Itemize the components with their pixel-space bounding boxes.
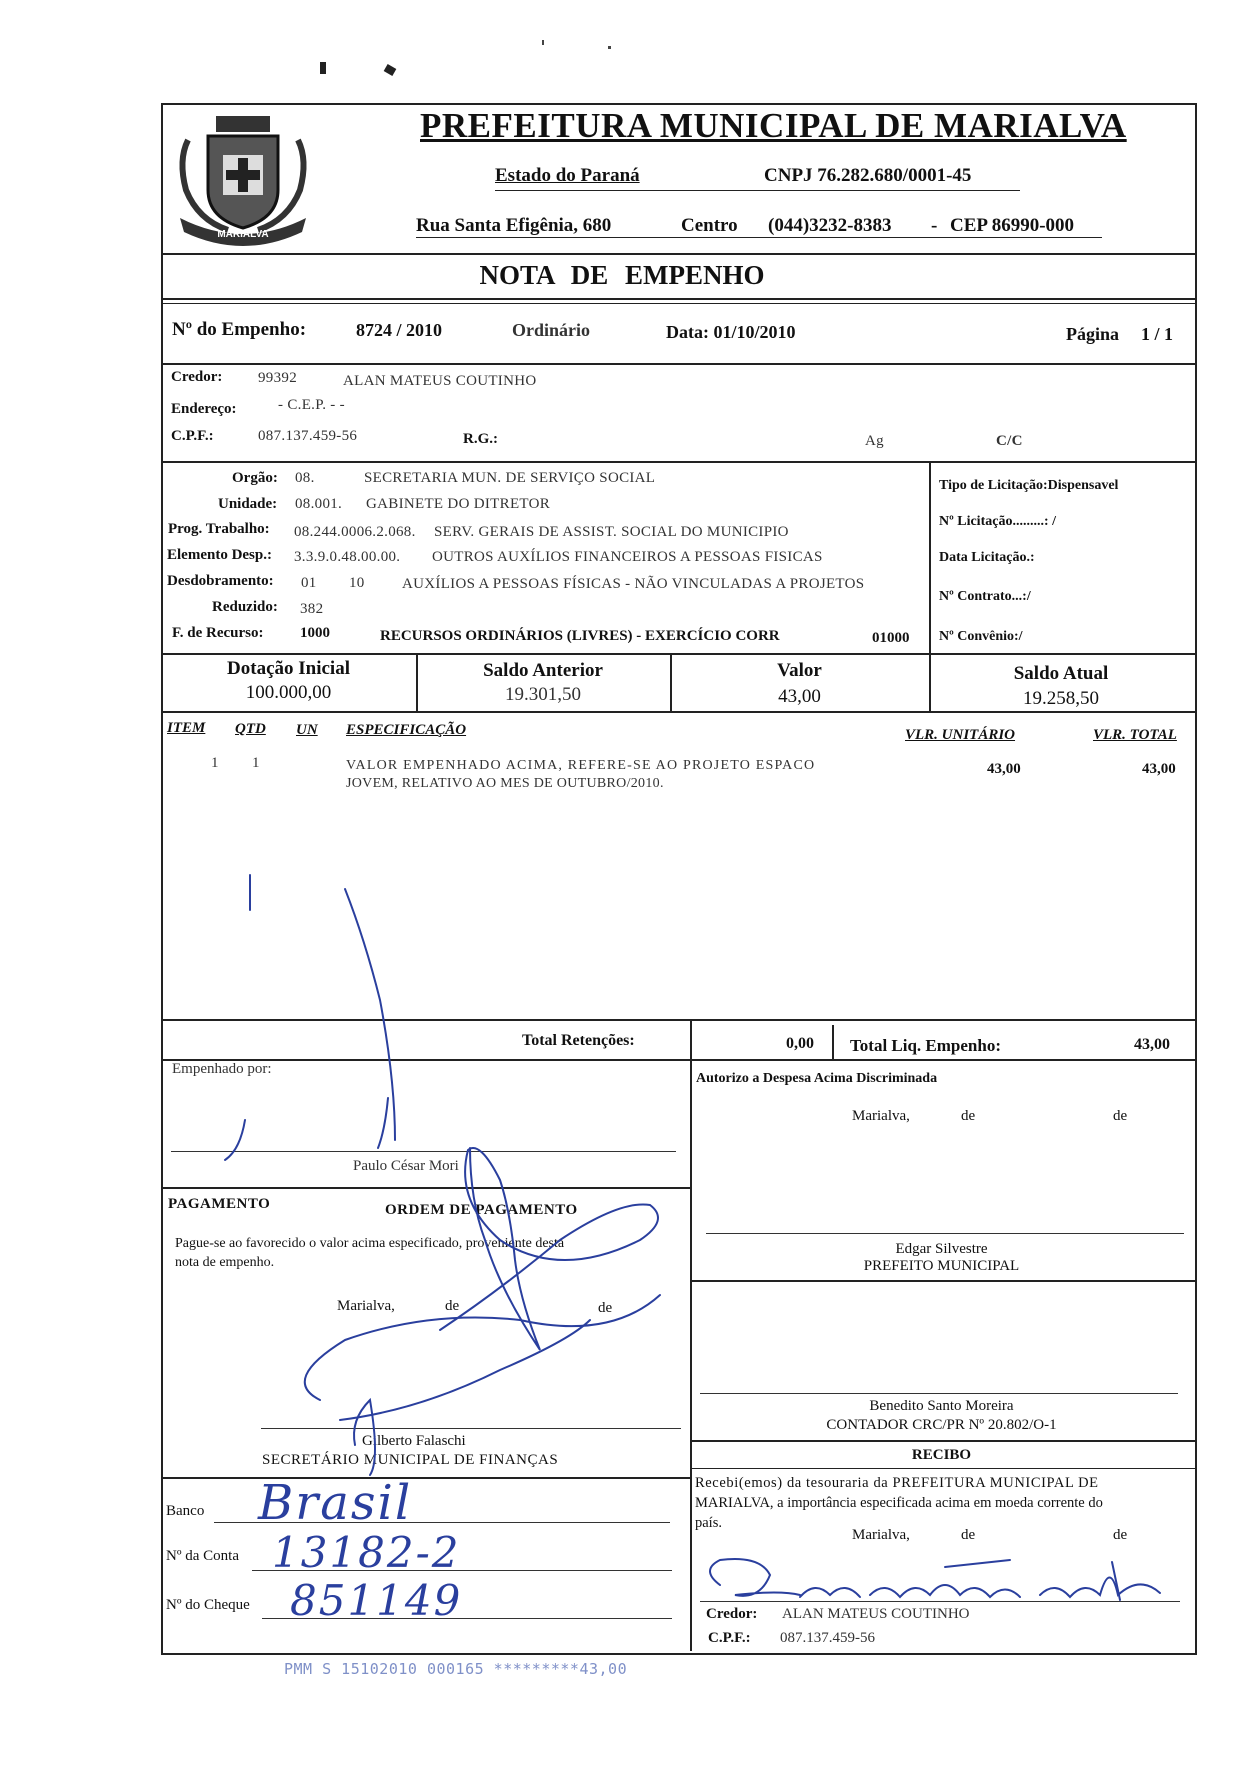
divider [161,1187,691,1189]
cheque-handwritten: 851149 [290,1576,463,1625]
recurso-code-2: 01000 [872,630,910,646]
col-header-qtd: QTD [235,721,266,737]
col-header-total-value: VLR. TOTAL [1093,727,1177,743]
prefeito-name: Edgar Silvestre [895,1241,988,1257]
recibo-text-line-3: país. [695,1515,722,1531]
recibo-text-line-2: MARIALVA, a importância especificada acima em moeda corrente do [695,1495,1103,1511]
header-rule [416,237,1102,238]
row-total-value: 43,00 [1142,761,1176,777]
empenho-number-label: Nº do Empenho: [172,319,307,340]
orgao-name: SECRETARIA MUN. DE SERVIÇO SOCIAL [364,470,656,486]
divider [832,1025,834,1061]
cnpj: CNPJ 76.282.680/0001-45 [764,165,972,186]
signature-line [706,1233,1184,1234]
autorizo-de-1: de [961,1108,976,1124]
prog-code: 08.244.0006.2.068. [294,524,416,540]
numero-licitacao: Nº Licitação.........: / [939,514,1056,529]
recibo-text-line-1: Recebi(emos) da tesouraria da PREFEITURA MUNICIPAL DE [695,1475,1099,1491]
prog-label: Prog. Trabalho: [168,521,270,537]
autorizo-de-2: de [1113,1108,1128,1124]
phone: (044)3232-8383 [768,215,892,236]
conta-handwritten: 13182-2 [272,1528,461,1577]
financas-role: SECRETÁRIO MUNICIPAL DE FINANÇAS [262,1452,559,1468]
state-name: Estado do Paraná [495,165,640,186]
divider [161,298,1195,300]
saldo-atual-label: Saldo Atual [1013,663,1109,684]
row-item: 1 [211,755,219,771]
total-retencoes-value: 0,00 [786,1035,814,1052]
desdobramento-name: AUXÍLIOS A PESSOAS FÍSICAS - NÃO VINCULADAS A PROJETOS [402,576,865,592]
dash: - [931,215,938,236]
row-specification-line-2: JOVEM, RELATIVO AO MES DE OUTUBRO/2010. [346,776,664,791]
autorizo-city: Marialva, [852,1108,910,1124]
divider [161,1477,691,1479]
col-header-specification: ESPECIFICAÇÃO [346,722,467,738]
desdobramento-code-2: 10 [349,575,365,591]
divider [690,1280,1195,1282]
unidade-label: Unidade: [218,496,278,512]
district: Centro [681,215,738,236]
cpf-label: C.P.F.: [171,428,214,444]
municipal-crest-logo [168,100,318,250]
col-header-unit-value: VLR. UNITÁRIO [905,727,1016,743]
empenhado-por-label: Empenhado por: [172,1061,272,1077]
crest-ribbon-text: MARIALVA [217,229,269,240]
cc-label: C/C [996,433,1023,449]
unidade-name: GABINETE DO DITRETOR [366,496,551,512]
signature-line [261,1428,681,1429]
credor-code: 99392 [258,370,297,386]
col-header-un: UN [296,722,318,738]
recibo-city: Marialva, [852,1527,910,1543]
numero-contrato: Nº Contrato...:/ [939,589,1031,604]
numero-convenio: Nº Convênio:/ [939,629,1023,644]
divider [161,1019,1195,1021]
recibo-title: RECIBO [911,1447,972,1463]
signature-line [700,1393,1178,1394]
total-retencoes-label: Total Retenções: [522,1032,635,1049]
elemento-name: OUTROS AUXÍLIOS FINANCEIROS A PESSOAS FISICAS [432,549,823,565]
recibo-credor-label: Credor: [706,1606,758,1622]
row-unit-value: 43,00 [987,761,1021,777]
recurso-code: 1000 [300,625,330,641]
total-liquido-value: 43,00 [1134,1036,1170,1053]
rg-label: R.G.: [463,431,498,447]
prog-name: SERV. GERAIS DE ASSIST. SOCIAL DO MUNICIPIO [434,524,789,540]
orgao-code: 08. [295,470,315,486]
divider [690,1019,692,1061]
municipality-title: PREFEITURA MUNICIPAL DE MARIALVA [420,106,1127,145]
prefeito-role: PREFEITO MUNICIPAL [863,1258,1020,1274]
street-address: Rua Santa Efigênia, 680 [416,215,612,236]
reduzido-value: 382 [300,601,324,617]
divider [161,303,1195,304]
divider [161,363,1195,365]
row-specification-line-1: VALOR EMPENHADO ACIMA, REFERE-SE AO PROJETO ESPACO [346,758,816,773]
saldo-anterior-label: Saldo Anterior [483,660,603,681]
elemento-code: 3.3.9.0.48.00.00. [294,549,401,565]
divider [161,461,1195,463]
pagamento-title: PAGAMENTO [168,1196,271,1212]
cpf-value: 087.137.459-56 [258,428,358,444]
ordem-city: Marialva, [337,1298,395,1314]
divider [690,1440,1195,1442]
dotacao-label: Dotação Inicial [227,658,350,679]
divider [690,1059,692,1651]
empenho-type: Ordinário [512,320,591,340]
scan-mark [608,46,611,49]
scan-mark [384,64,397,76]
credor-name: ALAN MATEUS COUTINHO [343,373,537,389]
banco-handwritten: Brasil [258,1475,413,1531]
valor-value: 43,00 [778,686,821,707]
address-label: Endereço: [171,401,237,417]
scan-mark [542,40,544,45]
ordem-de-1: de [445,1298,460,1314]
credor-label: Credor: [171,369,223,385]
recurso-label: F. de Recurso: [172,625,264,641]
total-liquido-label: Total Liq. Empenho: [850,1036,1001,1055]
cheque-label: Nº do Cheque [166,1597,250,1613]
banco-label: Banco [166,1503,205,1519]
unidade-code: 08.001. [295,496,343,512]
saldo-atual-value: 19.258,50 [1023,688,1099,709]
ordem-de-2: de [598,1300,613,1316]
desdobramento-code-1: 01 [301,575,317,591]
ordem-text-line-1: Pague-se ao favorecido o valor acima especificado, proveniente desta [175,1236,565,1251]
valor-label: Valor [777,660,822,681]
divider [161,1059,1195,1061]
data-licitacao: Data Licitação.: [939,550,1035,565]
page-number: 1 / 1 [1141,324,1174,344]
divider [161,653,1195,655]
divider [161,253,1195,255]
address-value: - C.E.P. - - [278,397,345,413]
recibo-credor-name: ALAN MATEUS COUTINHO [782,1606,970,1622]
empenho-number: 8724 / 2010 [356,320,443,340]
recibo-cpf-label: C.P.F.: [708,1630,751,1646]
desdobramento-label: Desdobramento: [167,573,274,589]
recibo-de-2: de [1113,1527,1128,1543]
conta-label: Nº da Conta [166,1548,239,1564]
divider [690,1468,1195,1469]
header-rule [495,190,1020,191]
row-qtd: 1 [252,755,260,771]
ordem-pagamento-title: ORDEM DE PAGAMENTO [385,1202,578,1218]
contador-name: Benedito Santo Moreira [869,1398,1014,1414]
ordem-text-line-2: nota de empenho. [175,1255,275,1270]
autorizo-title: Autorizo a Despesa Acima Discriminada [696,1071,938,1086]
empenhado-por-name: Paulo César Mori [353,1158,459,1174]
divider [161,711,1195,713]
divider [929,461,931,654]
recurso-name: RECURSOS ORDINÁRIOS (LIVRES) - EXERCÍCIO CORR [380,628,780,644]
document-title: NOTA DE EMPENHO [479,260,765,290]
cep: CEP 86990-000 [950,215,1075,236]
reduzido-label: Reduzido: [212,599,278,615]
tipo-licitacao: Tipo de Licitação:Dispensavel [939,478,1119,493]
recibo-cpf-value: 087.137.459-56 [780,1630,875,1646]
page-label: Página [1066,324,1120,344]
cheque-stamp: PMM S 15102010 000165 *********43,00 [284,1660,628,1678]
recibo-de-1: de [961,1527,976,1543]
saldo-anterior-value: 19.301,50 [505,684,581,705]
financas-name: Gilberto Falaschi [362,1433,466,1449]
col-header-item: ITEM [167,720,206,736]
dotacao-value: 100.000,00 [245,682,332,703]
contador-role: CONTADOR CRC/PR Nº 20.802/O-1 [826,1417,1057,1433]
orgao-label: Orgão: [232,470,278,486]
scan-mark [320,62,326,74]
elemento-label: Elemento Desp.: [167,547,272,563]
empenho-date: Data: 01/10/2010 [666,322,796,342]
signature-line [171,1151,676,1152]
ag-label: Ag [865,433,884,449]
signature-line [700,1601,1180,1602]
